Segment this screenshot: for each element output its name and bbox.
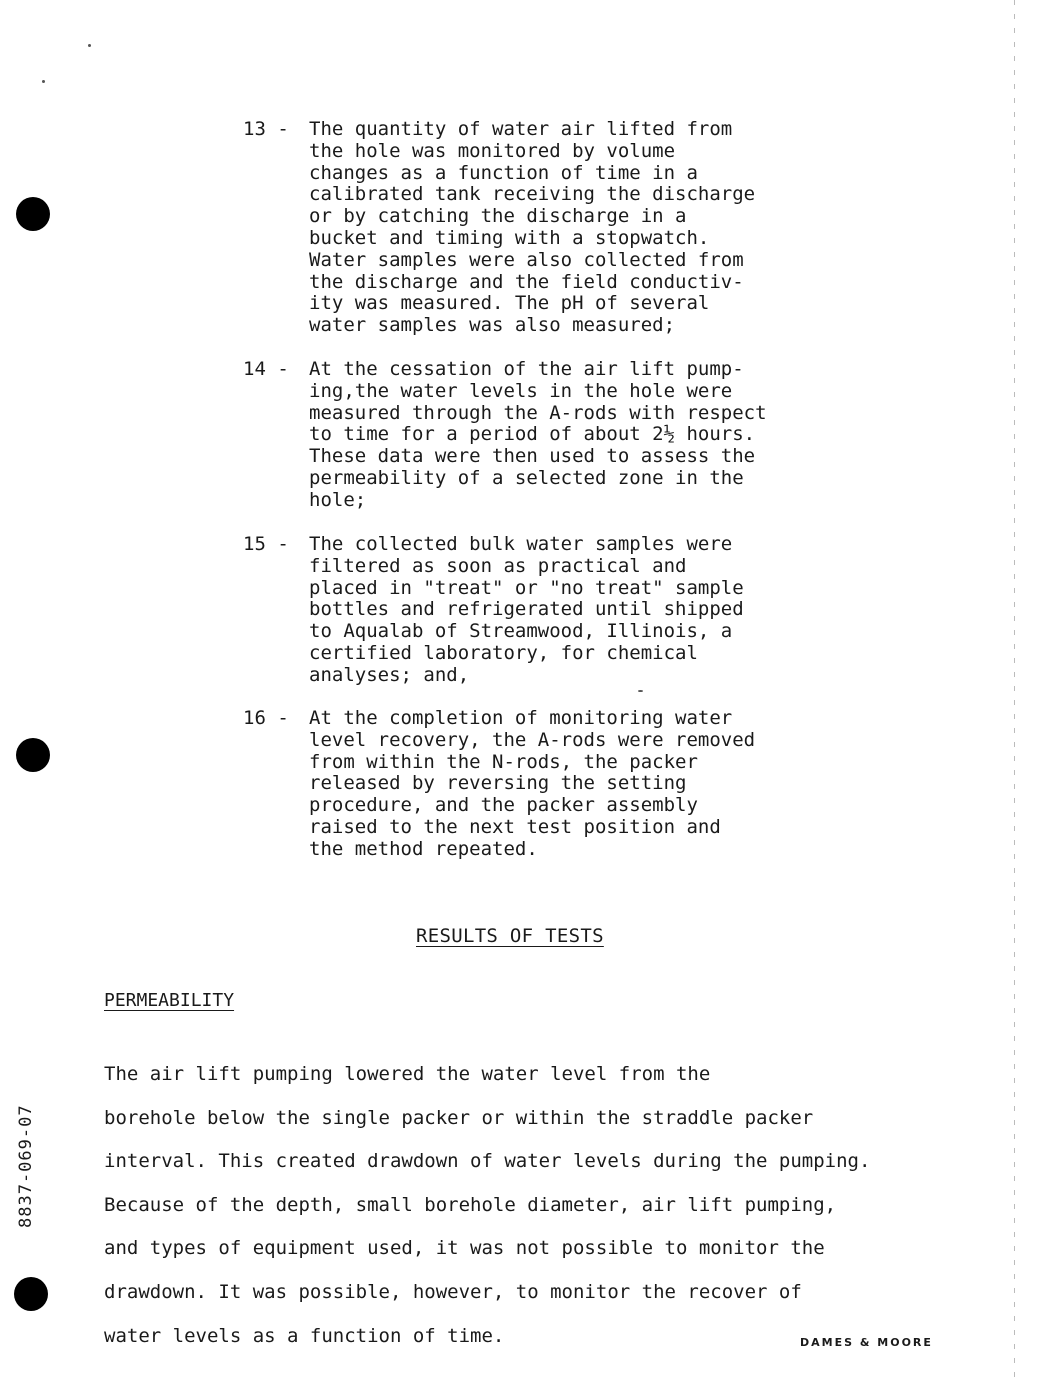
list-item — [243, 119, 843, 337]
body-paragraph: The air lift pumping lowered the water level from the borehole below the single packer or within the straddle packer interval. This created drawdown of water levels during the pumping. Because of the depth, small borehole diameter, air lift pumping, and types of equipment used, it was not possible to monitor the drawdown. It was possible, however, to monitor the recover of water levels as a function of time. — [104, 1063, 871, 1347]
scan-speck — [638, 690, 643, 692]
punch-hole-bottom — [14, 1277, 48, 1311]
punch-hole-top — [16, 197, 50, 231]
section-heading: RESULTS OF TESTS — [416, 925, 604, 947]
scan-speck — [42, 80, 45, 83]
list-item-number: 13 - — [243, 118, 289, 140]
list-item-number: 14 - — [243, 358, 289, 380]
document-code: 8837-069-07 — [16, 1104, 36, 1228]
list-item-text: The collected bulk water samples were filtered as soon as practical and placed in "treat" or "no treat" sample bottles and refrigerated until shipped to Aqualab of Streamwood, Illinois, a certified laboratory, for chemical analyses; and, — [309, 533, 744, 686]
page-edge-line — [1014, 0, 1015, 1380]
list-item-text: At the completion of monitoring water level recovery, the A-rods were removed from within the N-rods, the packer released by reversing the setting procedure, and the packer assembly raised to the next test position and the method repeated. — [309, 707, 756, 860]
list-item — [243, 534, 843, 687]
list-item-number: 15 - — [243, 533, 289, 555]
list-item-number: 16 - — [243, 707, 289, 729]
subsection-heading: PERMEABILITY — [104, 990, 235, 1011]
company-logo: DAMES & MOORE — [800, 1336, 933, 1349]
list-item — [243, 708, 843, 861]
punch-hole-middle — [16, 738, 50, 772]
list-item — [243, 359, 843, 512]
list-item-text: At the cessation of the air lift pump- ing,the water levels in the hole were measured through the A-rods with respect to time for a period of about 2½ hours. These data were then used to assess the permeability of a selected zone in the hole; — [309, 358, 767, 511]
scan-speck — [88, 44, 91, 47]
list-item-text: The quantity of water air lifted from the hole was monitored by volume changes as a function of time in a calibrated tank receiving the discharge or by catching the discharge in a bucket and timing with a stopwatch. Water samples were also collected from the discharge and the field conductiv- ity was measured. The pH of several water samples was also measured; — [309, 118, 756, 337]
